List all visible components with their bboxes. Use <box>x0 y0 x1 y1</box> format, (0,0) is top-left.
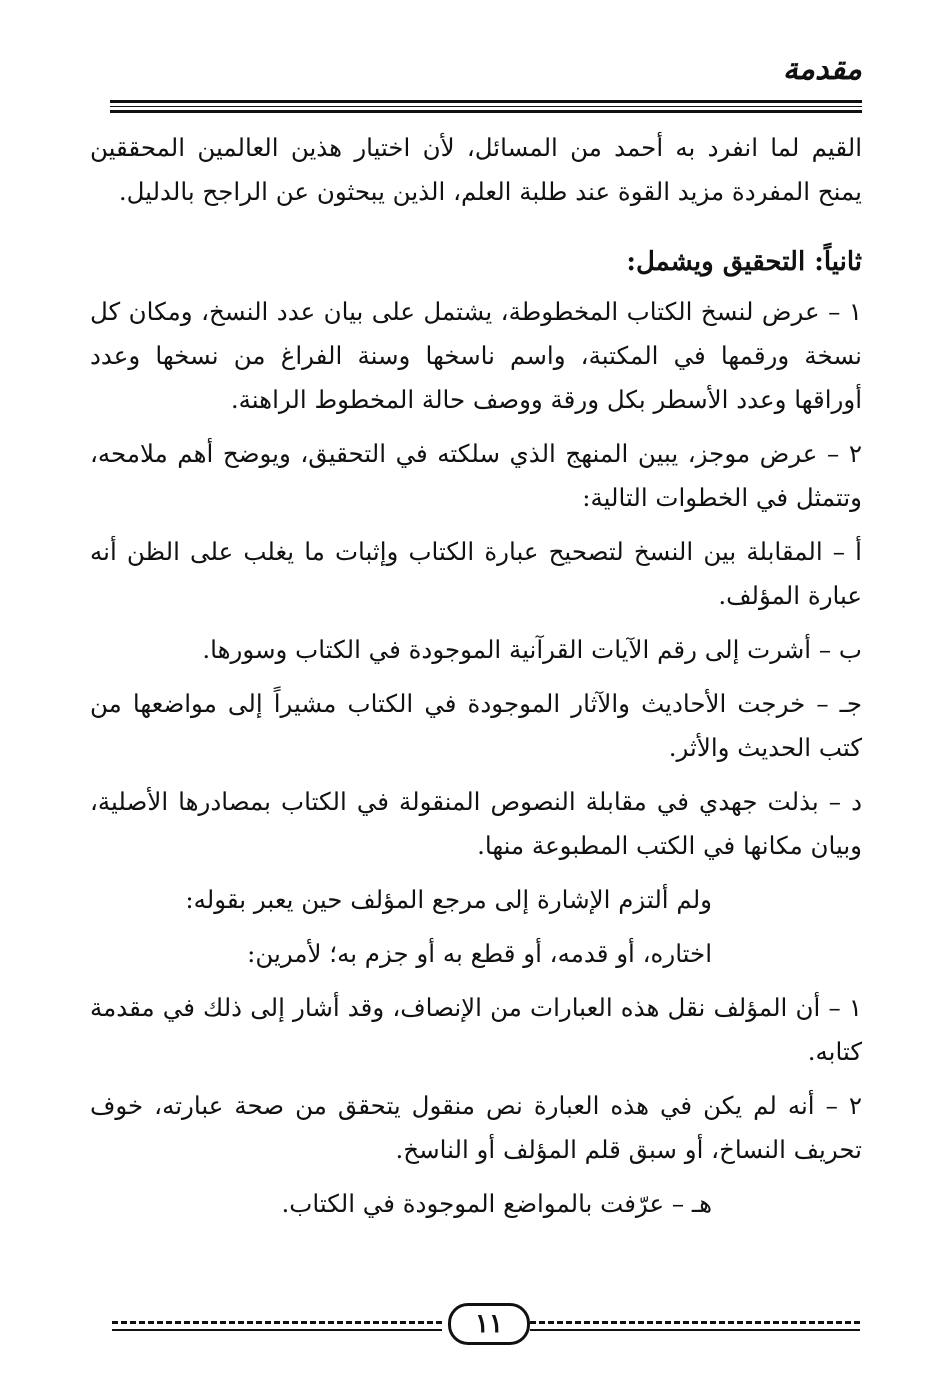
paragraph-reason-1: ١ – أن المؤلف نقل هذه العبارات من الإنصاف، وقد أشار إلى ذلك في مقدمة كتابه. <box>90 993 862 1066</box>
header-rule-top <box>110 100 862 103</box>
paragraph-item-2-method: ٢ – عرض موجز، يبين المنهج الذي سلكته في التحقيق، ويوضح أهم ملامحه، وتتمثل في الخطوات التالية: <box>90 439 862 512</box>
paragraph-item-1-manuscripts: ١ – عرض لنسخ الكتاب المخطوطة، يشتمل على بيان عدد النسخ، ومكان كل نسخة ورقمها في المكتبة، واسم ناسخها وسنة الفراغ من نسخها وعدد أوراقها وعدد الأسطر بكل ورقة ووصف حالة المخطوط الراهنة. <box>90 297 862 414</box>
section-heading-tahqiq: ثانياً: التحقيق ويشمل: <box>626 247 862 277</box>
paragraph-step-e: هـ – عرّفت بالمواضع الموجودة في الكتاب. <box>281 1189 712 1218</box>
paragraph-reason-2: ٢ – أنه لم يكن في هذه العبارة نص منقول يتحقق من صحة عبارته، خوف تحريف النساخ، أو سبق قلم المؤلف أو الناسخ. <box>90 1091 862 1164</box>
paragraph-step-b: ب – أشرت إلى رقم الآيات القرآنية الموجودة في الكتاب وسورها. <box>202 635 862 664</box>
paragraph-intro-continuation: القيم لما انفرد به أحمد من المسائل، لأن اختيار هذين العالمين المحققين يمنح المفردة مزيد القوة عند طلبة العلم، الذين يبحثون عن الراجح بالدليل. <box>90 133 862 206</box>
footer-line-right <box>530 1329 860 1331</box>
paragraph-step-c: جـ – خرجت الأحاديث والآثار الموجودة في الكتاب مشيراً إلى مواضعها من كتب الحديث والأثر. <box>90 689 862 762</box>
footer-line-left <box>112 1329 442 1331</box>
header-rule-middle <box>110 106 862 107</box>
page-number: ١١ <box>448 1303 530 1345</box>
paragraph-note-expressions: اختاره، أو قدمه، أو قطع به أو جزم به؛ لأمرين: <box>247 939 712 968</box>
footer-dash-right <box>530 1321 860 1324</box>
body-text <box>90 126 862 1236</box>
paragraph-note-reference: ولم ألتزم الإشارة إلى مرجع المؤلف حين يعبر بقوله: <box>185 885 712 914</box>
paragraph-step-d: د – بذلت جهدي في مقابلة النصوص المنقولة في الكتاب بمصادرها الأصلية، وبيان مكانها في الكتب المطبوعة منها. <box>90 787 862 860</box>
running-header-title: مقدمة <box>782 52 862 87</box>
page-footer <box>112 1303 860 1343</box>
paragraph-step-a: أ – المقابلة بين النسخ لتصحيح عبارة الكتاب وإثبات ما يغلب على الظن أنه عبارة المؤلف. <box>90 537 862 610</box>
header-rule-bottom <box>110 110 862 113</box>
footer-dash-left <box>112 1321 442 1324</box>
